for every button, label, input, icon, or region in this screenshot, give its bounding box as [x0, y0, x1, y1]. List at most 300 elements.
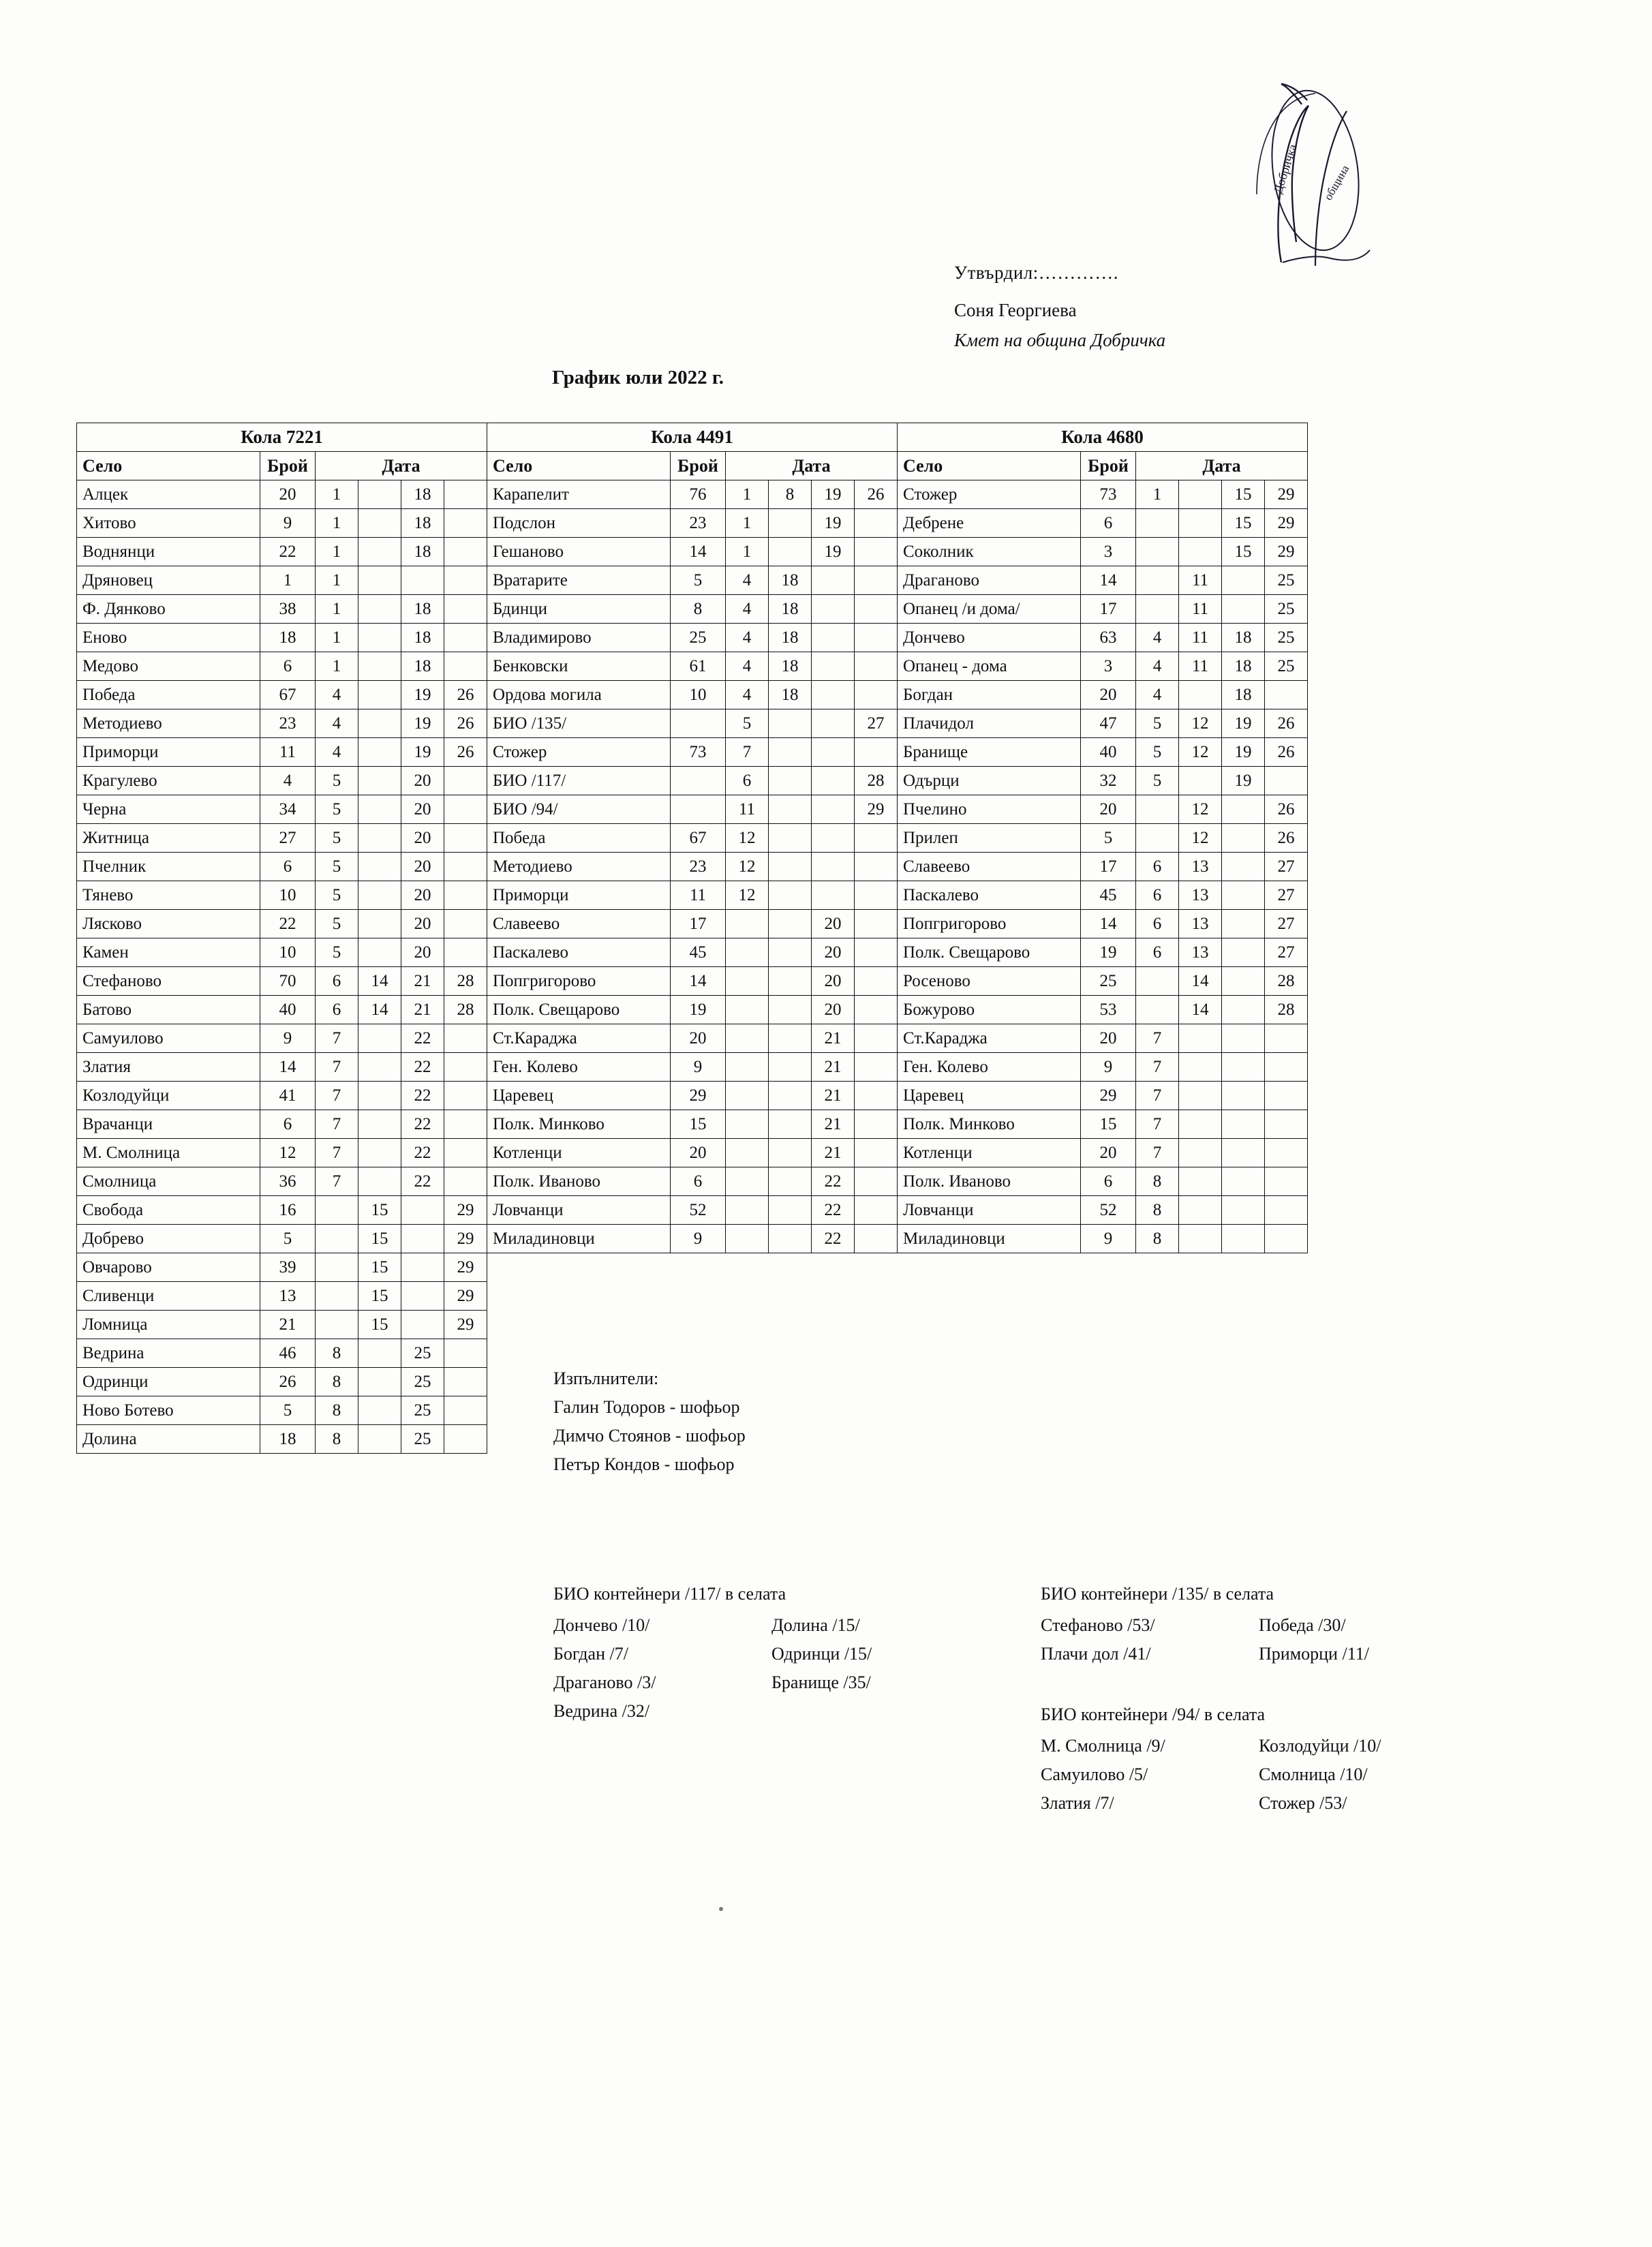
car4491-date-2: [769, 1225, 812, 1253]
car7221-date-1: 1: [316, 595, 358, 624]
car4491-date-3: 22: [812, 1225, 855, 1253]
car7221-date-1: 5: [316, 910, 358, 938]
car4680-village: Богдан: [898, 681, 1081, 709]
car4491-count: 6: [671, 1167, 726, 1196]
car4491-date-4: 29: [855, 795, 898, 824]
car4491-date-1: 1: [726, 480, 769, 509]
car7221-date-1: 5: [316, 938, 358, 967]
col-village-3: Село: [898, 452, 1081, 480]
car7221-date-2: [358, 738, 401, 767]
bio-117-left-3: Драганово /3/: [553, 1672, 656, 1693]
car7221-count: 22: [260, 538, 316, 566]
car4680-date-3: [1222, 1024, 1265, 1053]
car4680-date-3: 18: [1222, 652, 1265, 681]
car7221-date-2: [358, 1024, 401, 1053]
car7221-date-1: 5: [316, 853, 358, 881]
car4491-date-1: [726, 1339, 769, 1368]
car7221-date-2: 15: [358, 1311, 401, 1339]
car7221-village: Батово: [77, 996, 260, 1024]
car4680-date-3: 15: [1222, 480, 1265, 509]
car7221-date-3: 25: [401, 1396, 444, 1425]
car4491-date-4: [855, 595, 898, 624]
car7221-date-1: 1: [316, 652, 358, 681]
car4680-date-1: 7: [1136, 1053, 1179, 1082]
car4491-village: Полк. Свещарово: [487, 996, 671, 1024]
car7221-village: Добрево: [77, 1225, 260, 1253]
bio-135-right-1: Победа /30/: [1259, 1615, 1346, 1636]
car4491-date-3: 21: [812, 1110, 855, 1139]
car7221-village: Ломница: [77, 1311, 260, 1339]
col-count-2: Брой: [671, 452, 726, 480]
car4491-date-4: [855, 652, 898, 681]
car7221-date-2: [358, 595, 401, 624]
car4491-date-3: 19: [812, 509, 855, 538]
car4680-date-1: 5: [1136, 709, 1179, 738]
car4680-date-1: [1136, 1368, 1179, 1396]
car4491-village: Славеево: [487, 910, 671, 938]
car4680-date-2: 13: [1179, 938, 1222, 967]
car4680-date-4: 27: [1265, 938, 1308, 967]
car4680-count: [1081, 1282, 1136, 1311]
col-village-1: Село: [77, 452, 260, 480]
car4491-date-3: 22: [812, 1167, 855, 1196]
car4680-date-4: 29: [1265, 538, 1308, 566]
car7221-date-1: [316, 1225, 358, 1253]
car4680-date-1: 8: [1136, 1196, 1179, 1225]
car4680-date-3: [1222, 1225, 1265, 1253]
car4491-count: 19: [671, 996, 726, 1024]
car7221-date-3: [401, 1196, 444, 1225]
car4491-date-4: [855, 1196, 898, 1225]
table-row: [77, 1311, 1308, 1339]
car7221-date-3: 20: [401, 824, 444, 853]
car7221-date-2: [358, 566, 401, 595]
car7221-date-2: [358, 1339, 401, 1368]
car4680-date-1: [1136, 509, 1179, 538]
car4491-count: 52: [671, 1196, 726, 1225]
car4491-date-3: 21: [812, 1053, 855, 1082]
car4680-count: 73: [1081, 480, 1136, 509]
table-row: [77, 881, 1308, 910]
car4491-date-4: [855, 938, 898, 967]
car4680-village: Миладиновци: [898, 1225, 1081, 1253]
car4491-date-1: [726, 1196, 769, 1225]
table-row: [77, 681, 1308, 709]
car4680-date-3: [1222, 1396, 1265, 1425]
approver-role: Кмет на община Добричка: [954, 330, 1166, 350]
car4680-village: [898, 1311, 1081, 1339]
car7221-date-2: [358, 1368, 401, 1396]
car4680-date-2: [1179, 509, 1222, 538]
car4680-date-1: 4: [1136, 624, 1179, 652]
car4491-date-3: 20: [812, 910, 855, 938]
svg-text:Добричка: Добричка: [1270, 142, 1300, 196]
scan-artifact: [719, 1907, 723, 1911]
car4680-village: Пчелино: [898, 795, 1081, 824]
col-count-3: Брой: [1081, 452, 1136, 480]
car7221-count: 12: [260, 1139, 316, 1167]
car4680-count: 6: [1081, 509, 1136, 538]
car4680-date-1: [1136, 795, 1179, 824]
car4491-count: 76: [671, 480, 726, 509]
car7221-count: 39: [260, 1253, 316, 1282]
car7221-date-3: 18: [401, 624, 444, 652]
car4680-count: 20: [1081, 1139, 1136, 1167]
car4491-village: Бдинци: [487, 595, 671, 624]
car4680-date-4: 25: [1265, 624, 1308, 652]
car7221-date-3: 22: [401, 1110, 444, 1139]
car4680-village: Прилеп: [898, 824, 1081, 853]
car4680-village: Полк. Свещарово: [898, 938, 1081, 967]
car4680-village: Ловчанци: [898, 1196, 1081, 1225]
column-header-row: [77, 452, 1308, 480]
car4491-date-2: [769, 1110, 812, 1139]
col-count-1: Брой: [260, 452, 316, 480]
car4680-village: Опанец - дома: [898, 652, 1081, 681]
car7221-date-4: [444, 1024, 487, 1053]
car7221-date-3: 18: [401, 652, 444, 681]
car4680-count: 25: [1081, 967, 1136, 996]
car7221-count: 10: [260, 881, 316, 910]
car4491-village: Победа: [487, 824, 671, 853]
car4680-date-1: [1136, 824, 1179, 853]
car4491-date-2: [769, 1167, 812, 1196]
car7221-village: Победа: [77, 681, 260, 709]
car7221-date-4: [444, 1082, 487, 1110]
car4491-date-1: 4: [726, 681, 769, 709]
car4680-date-4: 27: [1265, 853, 1308, 881]
car4491-date-3: [812, 795, 855, 824]
bio-117-left-2: Богдан /7/: [553, 1644, 628, 1664]
car4680-village: Драганово: [898, 566, 1081, 595]
car7221-village: Приморци: [77, 738, 260, 767]
schedule-table: [76, 423, 1308, 1454]
car4680-date-2: [1179, 1053, 1222, 1082]
car4491-date-2: [769, 538, 812, 566]
car4680-date-2: 13: [1179, 881, 1222, 910]
car4680-count: 17: [1081, 853, 1136, 881]
car4680-village: Славеево: [898, 853, 1081, 881]
car4491-count: 9: [671, 1053, 726, 1082]
car4680-count: 19: [1081, 938, 1136, 967]
car7221-count: 36: [260, 1167, 316, 1196]
table-row: [77, 1053, 1308, 1082]
table-row: [77, 1110, 1308, 1139]
car4680-date-2: [1179, 1110, 1222, 1139]
car4491-date-2: [769, 1024, 812, 1053]
bio-94-left-1: М. Смолница /9/: [1041, 1736, 1165, 1756]
car4491-count: 10: [671, 681, 726, 709]
car4680-count: 40: [1081, 738, 1136, 767]
signature-scribble: [1111, 58, 1383, 290]
car4680-date-1: 7: [1136, 1110, 1179, 1139]
car4680-village: Стожер: [898, 480, 1081, 509]
car4680-date-3: [1222, 1167, 1265, 1196]
car7221-village: Смолница: [77, 1167, 260, 1196]
table-row: [77, 1339, 1308, 1368]
car7221-date-3: 25: [401, 1425, 444, 1454]
car4491-village: Приморци: [487, 881, 671, 910]
car4680-date-4: 28: [1265, 996, 1308, 1024]
car4491-date-2: [769, 910, 812, 938]
car4680-date-1: 1: [1136, 480, 1179, 509]
car4680-village: [898, 1253, 1081, 1282]
car4491-date-1: [726, 1167, 769, 1196]
car7221-date-2: [358, 538, 401, 566]
car7221-date-3: 21: [401, 996, 444, 1024]
col-village-2: Село: [487, 452, 671, 480]
bio-block-135: [1041, 1580, 1477, 1668]
car4680-village: Полк. Минково: [898, 1110, 1081, 1139]
car7221-date-2: 15: [358, 1282, 401, 1311]
table-row: [77, 652, 1308, 681]
executor-1: Галин Тодоров - шофьор: [553, 1397, 740, 1418]
car4491-count: 73: [671, 738, 726, 767]
car7221-village: Долина: [77, 1425, 260, 1454]
car7221-village: Стефаново: [77, 967, 260, 996]
car4491-date-4: [855, 738, 898, 767]
car7221-date-3: 25: [401, 1339, 444, 1368]
car7221-date-4: [444, 881, 487, 910]
car7221-date-4: [444, 509, 487, 538]
car4491-village: Вратарите: [487, 566, 671, 595]
car4491-village: [487, 1311, 671, 1339]
car4680-date-4: 28: [1265, 967, 1308, 996]
car4491-date-2: [769, 1139, 812, 1167]
car4491-count: [671, 1282, 726, 1311]
car4491-village: БИО /94/: [487, 795, 671, 824]
car4680-count: 47: [1081, 709, 1136, 738]
car7221-date-1: 5: [316, 795, 358, 824]
car7221-date-4: [444, 795, 487, 824]
col-date-1: Дата: [316, 452, 487, 480]
car4491-count: 14: [671, 967, 726, 996]
car7221-village: Свобода: [77, 1196, 260, 1225]
car4491-date-1: 7: [726, 738, 769, 767]
car4491-count: [671, 709, 726, 738]
car4680-date-2: 12: [1179, 738, 1222, 767]
car7221-date-3: 22: [401, 1024, 444, 1053]
car7221-count: 22: [260, 910, 316, 938]
car4680-date-3: [1222, 1339, 1265, 1368]
car4680-date-3: [1222, 1425, 1265, 1454]
car4680-count: 3: [1081, 652, 1136, 681]
car4680-date-4: 26: [1265, 709, 1308, 738]
car4491-date-3: 19: [812, 538, 855, 566]
car4680-date-3: [1222, 1253, 1265, 1282]
car7221-date-3: [401, 1253, 444, 1282]
car7221-date-1: 4: [316, 681, 358, 709]
car7221-date-2: [358, 1396, 401, 1425]
car4491-date-2: 18: [769, 652, 812, 681]
car4491-date-1: [726, 996, 769, 1024]
car4680-date-2: [1179, 767, 1222, 795]
car7221-count: 70: [260, 967, 316, 996]
car7221-date-3: 22: [401, 1082, 444, 1110]
car7221-date-4: 29: [444, 1311, 487, 1339]
car4680-date-3: [1222, 566, 1265, 595]
car4491-date-4: [855, 881, 898, 910]
car4491-date-2: [769, 1282, 812, 1311]
car4680-count: [1081, 1368, 1136, 1396]
car4491-date-1: 6: [726, 767, 769, 795]
car7221-date-1: 8: [316, 1368, 358, 1396]
car7221-count: 11: [260, 738, 316, 767]
car4680-date-2: [1179, 1311, 1222, 1339]
table-row: [77, 967, 1308, 996]
car4680-date-1: [1136, 996, 1179, 1024]
car4680-date-3: [1222, 1053, 1265, 1082]
car7221-date-4: [444, 538, 487, 566]
car7221-date-2: 15: [358, 1253, 401, 1282]
car4680-date-3: 15: [1222, 538, 1265, 566]
car4491-date-1: [726, 1110, 769, 1139]
car4680-date-3: [1222, 1082, 1265, 1110]
car-header-7221: Кола 7221: [77, 423, 487, 452]
car4680-date-3: [1222, 1282, 1265, 1311]
car7221-date-3: [401, 1311, 444, 1339]
car4680-date-3: 19: [1222, 767, 1265, 795]
car4491-count: [671, 767, 726, 795]
car4491-count: [671, 1339, 726, 1368]
car4680-date-2: 12: [1179, 795, 1222, 824]
car4680-count: 45: [1081, 881, 1136, 910]
car4491-count: 17: [671, 910, 726, 938]
car4680-count: 9: [1081, 1053, 1136, 1082]
car4680-date-4: 26: [1265, 824, 1308, 853]
car7221-date-2: [358, 910, 401, 938]
car7221-count: 16: [260, 1196, 316, 1225]
car7221-date-4: [444, 1053, 487, 1082]
car7221-date-4: [444, 938, 487, 967]
car7221-date-1: [316, 1311, 358, 1339]
car7221-village: Лясково: [77, 910, 260, 938]
car4491-date-3: [812, 853, 855, 881]
car4491-count: [671, 1253, 726, 1282]
car4680-date-1: 5: [1136, 767, 1179, 795]
car4680-date-2: 11: [1179, 566, 1222, 595]
car4491-date-3: [812, 1253, 855, 1282]
car7221-village: Воднянци: [77, 538, 260, 566]
car4491-count: 25: [671, 624, 726, 652]
car4680-village: [898, 1339, 1081, 1368]
car4680-count: 53: [1081, 996, 1136, 1024]
car4491-date-1: [726, 967, 769, 996]
car7221-date-4: 29: [444, 1253, 487, 1282]
car7221-date-2: [358, 881, 401, 910]
bio-117-left-4: Ведрина /32/: [553, 1701, 650, 1722]
car4680-count: 14: [1081, 566, 1136, 595]
car4491-count: 61: [671, 652, 726, 681]
table-row: [77, 853, 1308, 881]
car4680-date-4: 26: [1265, 738, 1308, 767]
car7221-village: Крагулево: [77, 767, 260, 795]
car4491-date-2: [769, 853, 812, 881]
car4680-count: 14: [1081, 910, 1136, 938]
car4680-date-2: 12: [1179, 709, 1222, 738]
car4491-count: 8: [671, 595, 726, 624]
car4680-date-4: [1265, 1225, 1308, 1253]
car4680-count: 5: [1081, 824, 1136, 853]
car4491-date-2: [769, 1368, 812, 1396]
car7221-date-4: [444, 910, 487, 938]
car4680-date-2: 11: [1179, 624, 1222, 652]
car4680-date-2: [1179, 1024, 1222, 1053]
col-date-3: Дата: [1136, 452, 1308, 480]
car4491-date-1: 12: [726, 824, 769, 853]
car4491-village: БИО /135/: [487, 709, 671, 738]
car4491-village: Ордова могила: [487, 681, 671, 709]
car7221-count: 9: [260, 1024, 316, 1053]
car4491-date-4: 28: [855, 767, 898, 795]
car4680-date-2: [1179, 1196, 1222, 1225]
car4491-date-1: 12: [726, 881, 769, 910]
car4680-date-2: 14: [1179, 967, 1222, 996]
car7221-village: Сливенци: [77, 1282, 260, 1311]
car4491-date-1: 4: [726, 566, 769, 595]
car7221-village: Тянево: [77, 881, 260, 910]
car4491-date-2: [769, 709, 812, 738]
car4491-village: Миладиновци: [487, 1225, 671, 1253]
car4680-count: 29: [1081, 1082, 1136, 1110]
car7221-count: 67: [260, 681, 316, 709]
car4680-date-2: [1179, 1396, 1222, 1425]
car4491-date-2: [769, 509, 812, 538]
table-row: [77, 1225, 1308, 1253]
table-row: [77, 795, 1308, 824]
car4680-date-1: 7: [1136, 1024, 1179, 1053]
car7221-village: Златия: [77, 1053, 260, 1082]
car7221-date-1: 4: [316, 738, 358, 767]
car4680-date-3: 19: [1222, 709, 1265, 738]
table-row: [77, 1139, 1308, 1167]
car7221-date-2: [358, 681, 401, 709]
car4680-count: 9: [1081, 1225, 1136, 1253]
car4680-date-4: [1265, 1053, 1308, 1082]
car7221-date-4: [444, 1396, 487, 1425]
car7221-count: 20: [260, 480, 316, 509]
car4491-date-4: [855, 1082, 898, 1110]
car4491-date-1: [726, 1282, 769, 1311]
car4680-village: Полк. Иваново: [898, 1167, 1081, 1196]
car4680-village: [898, 1368, 1081, 1396]
car4680-date-4: [1265, 1253, 1308, 1282]
car4491-date-1: 1: [726, 509, 769, 538]
car4491-date-4: [855, 1110, 898, 1139]
car7221-date-3: 18: [401, 538, 444, 566]
car4680-date-2: 14: [1179, 996, 1222, 1024]
car7221-date-2: [358, 1110, 401, 1139]
car7221-date-1: 1: [316, 480, 358, 509]
bio-135-right-2: Приморци /11/: [1259, 1644, 1369, 1664]
car7221-date-3: [401, 1225, 444, 1253]
car4680-date-1: 6: [1136, 910, 1179, 938]
car4680-date-3: [1222, 595, 1265, 624]
car7221-date-3: 20: [401, 853, 444, 881]
car4491-date-1: 4: [726, 624, 769, 652]
car7221-date-3: [401, 1282, 444, 1311]
car4491-date-3: [812, 738, 855, 767]
car4491-date-2: [769, 1311, 812, 1339]
table-row: [77, 1282, 1308, 1311]
car4680-date-3: [1222, 881, 1265, 910]
car4491-date-3: 19: [812, 480, 855, 509]
car4491-date-4: [855, 538, 898, 566]
car4680-village: Царевец: [898, 1082, 1081, 1110]
car7221-count: 6: [260, 1110, 316, 1139]
car7221-date-3: 20: [401, 938, 444, 967]
car4491-date-4: [855, 996, 898, 1024]
